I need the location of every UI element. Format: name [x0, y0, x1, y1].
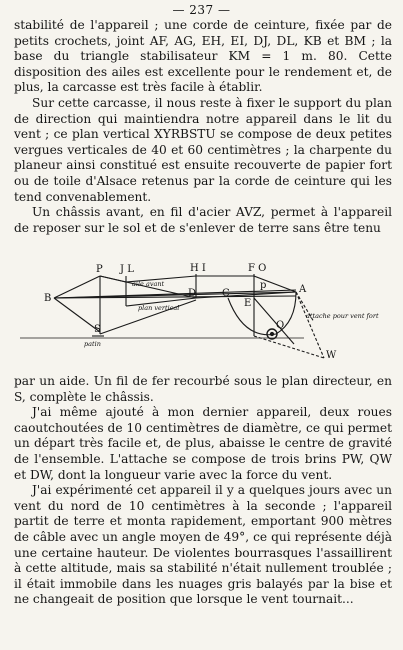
- tether-line: [254, 336, 324, 358]
- paragraph-4: par un aide. Un fil de fer recourbé sous le plan directeur, en S, complète le châssis.: [14, 374, 392, 404]
- tether-line: [296, 292, 324, 358]
- text-block-bottom: [14, 374, 392, 608]
- label-B: B: [44, 293, 52, 304]
- rear-wing-curve: [228, 292, 296, 335]
- text-block-top: [14, 18, 392, 236]
- paragraph-2: Sur cette carcasse, il nous reste à fixer le support du plan de direction qui maintiendra notre appareil dans le lit du vent ; ce plan vertical XYRBSTU se compose de deux petites vergues verticales de 40 et 60 centimètres ; la charpente du planeur ainsi constitué est ensuite recouverte de papier fort ou de toile d'Alsace retenus par la corde de ceinture qui les tend convenablement.: [14, 95, 392, 204]
- label-FO: F O: [248, 263, 267, 274]
- kite-diagram: [14, 262, 392, 370]
- label-HI: H I: [190, 263, 206, 274]
- frame-line: [54, 276, 100, 298]
- paragraph-6: J'ai expérimenté cet appareil il y a quelques jours avec un vent du nord de 10 centimètres à la seconde ; l'appareil partit de terre et monta rapidement, emportant 900 mètres de câble avec un angle moyen de 49°, ce qui représente déjà une certaine hauteur. De violentes bourrasques l'assaillirent à cette altitude, mais sa stabilité n'était nullement troublée ; il était immobile dans les nuages gris balayés par la bise et ne changeait de position que lorsque le vent tournait...: [14, 483, 392, 607]
- label-E: E: [244, 298, 252, 309]
- label-A: A: [299, 284, 307, 295]
- label-attache: attache pour vent fort: [306, 312, 379, 320]
- label-W: W: [326, 350, 337, 361]
- kite-diagram-svg: [14, 262, 392, 370]
- page-number: — 237 —: [172, 3, 231, 17]
- label-Q: Q: [276, 320, 285, 331]
- label-P: P: [96, 264, 103, 275]
- label-JL: J L: [120, 264, 134, 275]
- label-S: S: [94, 324, 101, 335]
- frame-line: [254, 298, 294, 344]
- label-aile-avant: aile avant: [132, 280, 165, 288]
- label-D: D: [188, 288, 197, 299]
- label-plan-vertical: plan vertical: [138, 304, 180, 312]
- label-small-p: p: [260, 280, 267, 291]
- wheel-hub: [270, 332, 273, 335]
- paragraph-5: J'ai même ajouté à mon dernier appareil, deux roues caoutchoutées de 10 centimètres de diamètre, ce qui permet un départ très facile et, de plus, abaisse le centre de gravité de l'ensemble. L'attache se compose de trois brins PW, QW et DW, dont la longueur varie avec la force du vent.: [14, 405, 392, 482]
- label-patin: patin: [84, 340, 101, 348]
- label-C: C: [222, 288, 230, 299]
- paragraph-1: stabilité de l'appareil ; une corde de ceinture, fixée par de petits crochets, joint AF, AG, EH, EI, DJ, DL, KB et BM ; la base du triangle stabilisateur KM = 1 m. 80. Cette disposition des ailes est excellente pour le rendement et, de plus, la carcasse est très facile à établir.: [14, 18, 392, 95]
- paragraph-3: Un châssis avant, en fil d'acier AVZ, permet à l'appareil de reposer sur le sol et de s'enlever de terre sans être tenu: [14, 205, 392, 235]
